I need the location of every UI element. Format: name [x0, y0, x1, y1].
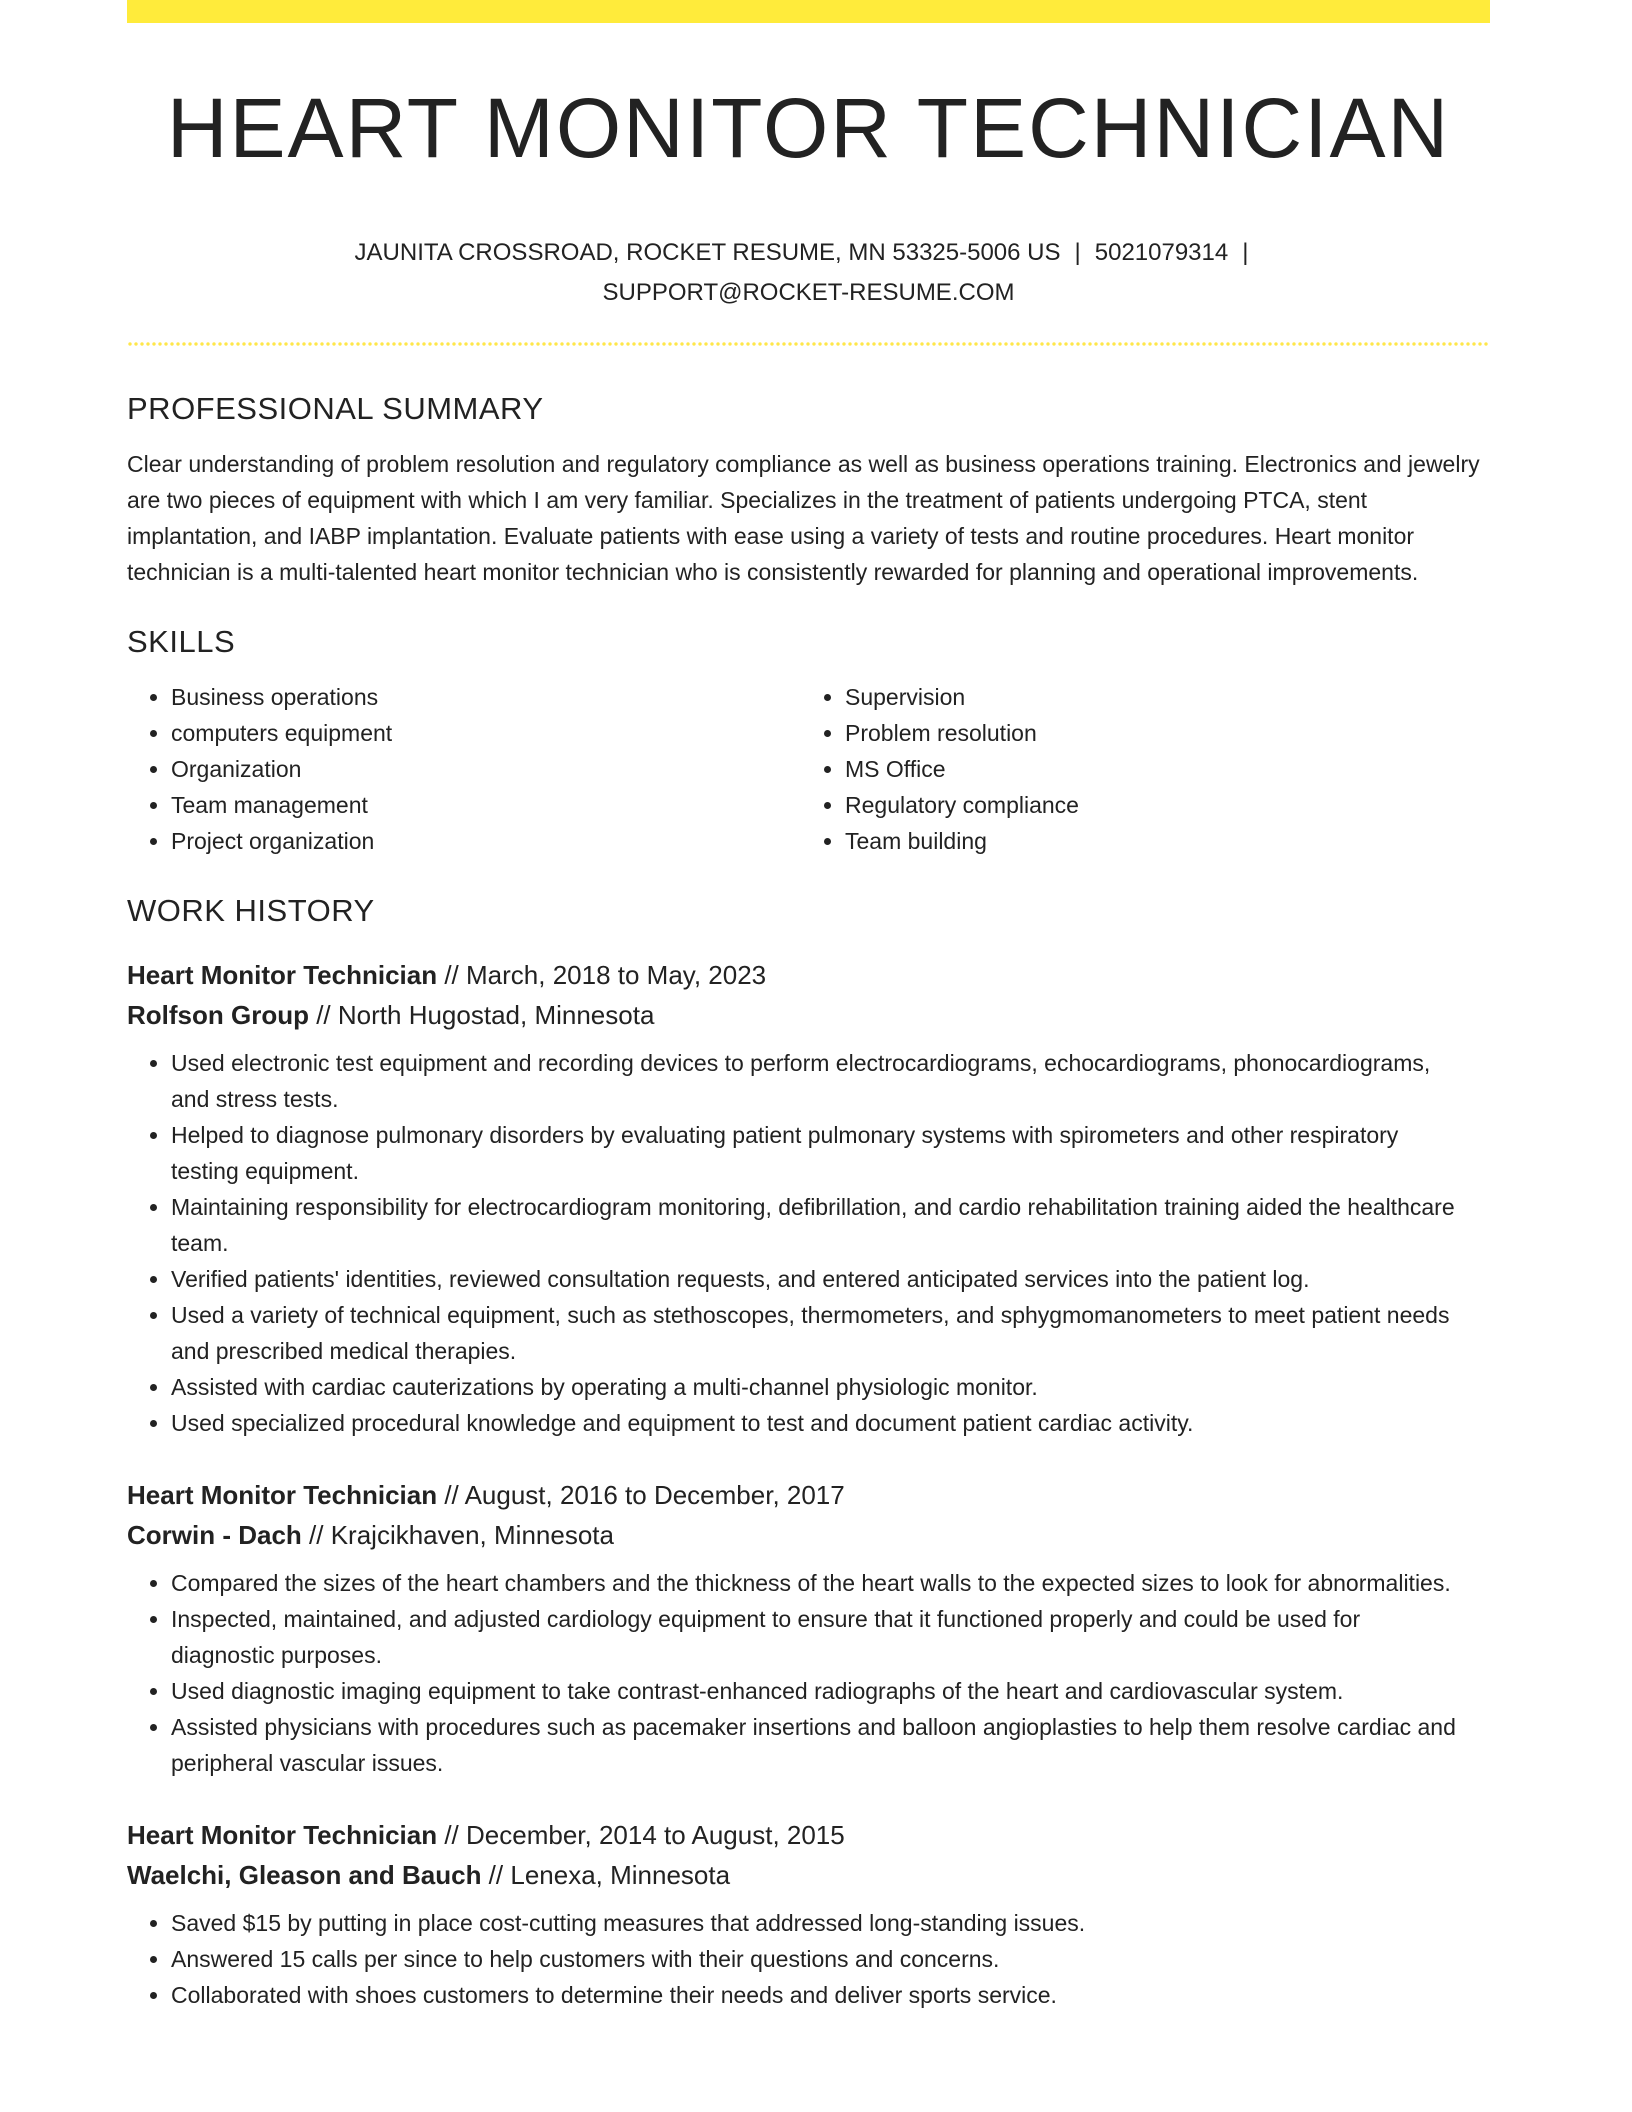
job-bullet: • Used specialized procedural knowledge and equipment to test and document patient cardiac activity. [171, 1405, 1490, 1441]
job-location: Lenexa, Minnesota [510, 1860, 731, 1890]
company-name: Rolfson Group [127, 1000, 309, 1030]
job-entry [127, 955, 1490, 1441]
job-location: Krajcikhaven, Minnesota [330, 1520, 614, 1550]
job-entry [127, 1815, 1490, 2013]
skills-column-right [801, 679, 1475, 859]
job-dates: August, 2016 to December, 2017 [464, 1480, 845, 1510]
separator: // [481, 1860, 511, 1890]
separator: // [437, 960, 467, 990]
job-bullet: • Assisted physicians with procedures such as pacemaker insertions and balloon angioplasties to help them resolve cardiac and peripheral vascular issues. [171, 1709, 1490, 1781]
job-bullet: • Helped to diagnose pulmonary disorders by evaluating patient pulmonary systems with spirometers and other respiratory testing equipment. [171, 1117, 1490, 1189]
job-bullet: • Compared the sizes of the heart chambers and the thickness of the heart walls to the expected sizes to look for abnormalities. [171, 1565, 1490, 1601]
job-bullet: • Verified patients' identities, reviewed consultation requests, and entered anticipated services into the patient log. [171, 1261, 1490, 1297]
skills-list [127, 679, 1490, 859]
separator: // [308, 1000, 338, 1030]
job-bullet: • Used a variety of technical equipment, such as stethoscopes, thermometers, and sphygmomanometers to meet patient needs and prescribed medical therapies. [171, 1297, 1490, 1369]
accent-bar [127, 0, 1490, 23]
job-entry [127, 1475, 1490, 1781]
summary-text: Clear understanding of problem resolution and regulatory compliance as well as business operations training. Electronics and jewelry are two pieces of equipment with which I am very familiar. Specializes in the treatment of patients undergoing PTCA, stent implantation, and IABP implantation. Evaluate patients with ease using a variety of tests and routine procedures. Heart monitor technician is a multi-talented heart monitor technician who is consistently rewarded for planning and operational improvements. [127, 451, 1480, 585]
company-name: Waelchi, Gleason and Bauch [127, 1860, 482, 1890]
job-bullet: • Maintaining responsibility for electrocardiogram monitoring, defibrillation, and cardio rehabilitation training aided the healthcare team. [171, 1189, 1490, 1261]
job-bullet: • Collaborated with shoes customers to determine their needs and deliver sports service. [171, 1977, 1490, 2013]
job-title-line [127, 1475, 1490, 1515]
email: SUPPORT@ROCKET-RESUME.COM [602, 279, 1015, 306]
address: JAUNITA CROSSROAD, ROCKET RESUME, MN 53325-5006 US [354, 239, 1061, 266]
skill-item: • Project organization [171, 823, 801, 859]
skill-item: • Team building [845, 823, 1475, 859]
job-title: Heart Monitor Technician [127, 1480, 438, 1510]
work-history-section [127, 887, 1490, 2013]
skill-item: • MS Office [845, 751, 1475, 787]
section-heading: WORK HISTORY [127, 893, 375, 928]
skill-item: • Team management [171, 787, 801, 823]
resume-body [127, 385, 1490, 2013]
skill-item: • Regulatory compliance [845, 787, 1475, 823]
separator: // [301, 1520, 331, 1550]
separator: // [437, 1820, 467, 1850]
job-title: Heart Monitor Technician [127, 960, 438, 990]
skill-item: • Business operations [171, 679, 801, 715]
job-bullet: • Used electronic test equipment and recording devices to perform electrocardiograms, echocardiograms, phonocardiograms, and stress tests. [171, 1045, 1490, 1117]
skills-column-left [127, 679, 801, 859]
job-company-line [127, 1515, 1490, 1555]
job-bullet: • Saved $15 by putting in place cost-cutting measures that addressed long-standing issues. [171, 1905, 1490, 1941]
job-location: North Hugostad, Minnesota [337, 1000, 655, 1030]
job-company-line [127, 1855, 1490, 1895]
company-name: Corwin - Dach [127, 1520, 302, 1550]
separator: | [1074, 239, 1081, 266]
job-bullet: • Assisted with cardiac cauterizations by operating a multi-channel physiologic monitor. [171, 1369, 1490, 1405]
skills-section [127, 618, 1490, 859]
phone: 5021079314 [1094, 239, 1229, 266]
job-bullet: • Used diagnostic imaging equipment to take contrast-enhanced radiographs of the heart and cardiovascular system. [171, 1673, 1490, 1709]
job-bullets [127, 1045, 1490, 1441]
job-title: Heart Monitor Technician [127, 1820, 438, 1850]
section-heading: PROFESSIONAL SUMMARY [127, 391, 544, 426]
summary-section [127, 385, 1490, 590]
skill-item: • Organization [171, 751, 801, 787]
job-bullets [127, 1565, 1490, 1781]
skill-item: • Supervision [845, 679, 1475, 715]
skill-item: • Problem resolution [845, 715, 1475, 751]
job-bullet: • Answered 15 calls per since to help customers with their questions and concerns. [171, 1941, 1490, 1977]
job-company-line [127, 995, 1490, 1035]
job-title-line [127, 1815, 1490, 1855]
contact-info [300, 233, 1317, 313]
skill-item: • computers equipment [171, 715, 801, 751]
job-bullets [127, 1905, 1490, 2013]
job-bullet: • Inspected, maintained, and adjusted cardiology equipment to ensure that it functioned properly and could be used for diagnostic purposes. [171, 1601, 1490, 1673]
separator: | [1242, 239, 1249, 266]
job-title-line [127, 955, 1490, 995]
job-dates: March, 2018 to May, 2023 [466, 960, 767, 990]
resume-title: HEART MONITOR TECHNICIAN [166, 81, 1451, 175]
section-heading: SKILLS [127, 624, 236, 659]
dotted-divider [127, 342, 1490, 346]
separator: // [437, 1480, 465, 1510]
job-dates: December, 2014 to August, 2015 [466, 1820, 845, 1850]
